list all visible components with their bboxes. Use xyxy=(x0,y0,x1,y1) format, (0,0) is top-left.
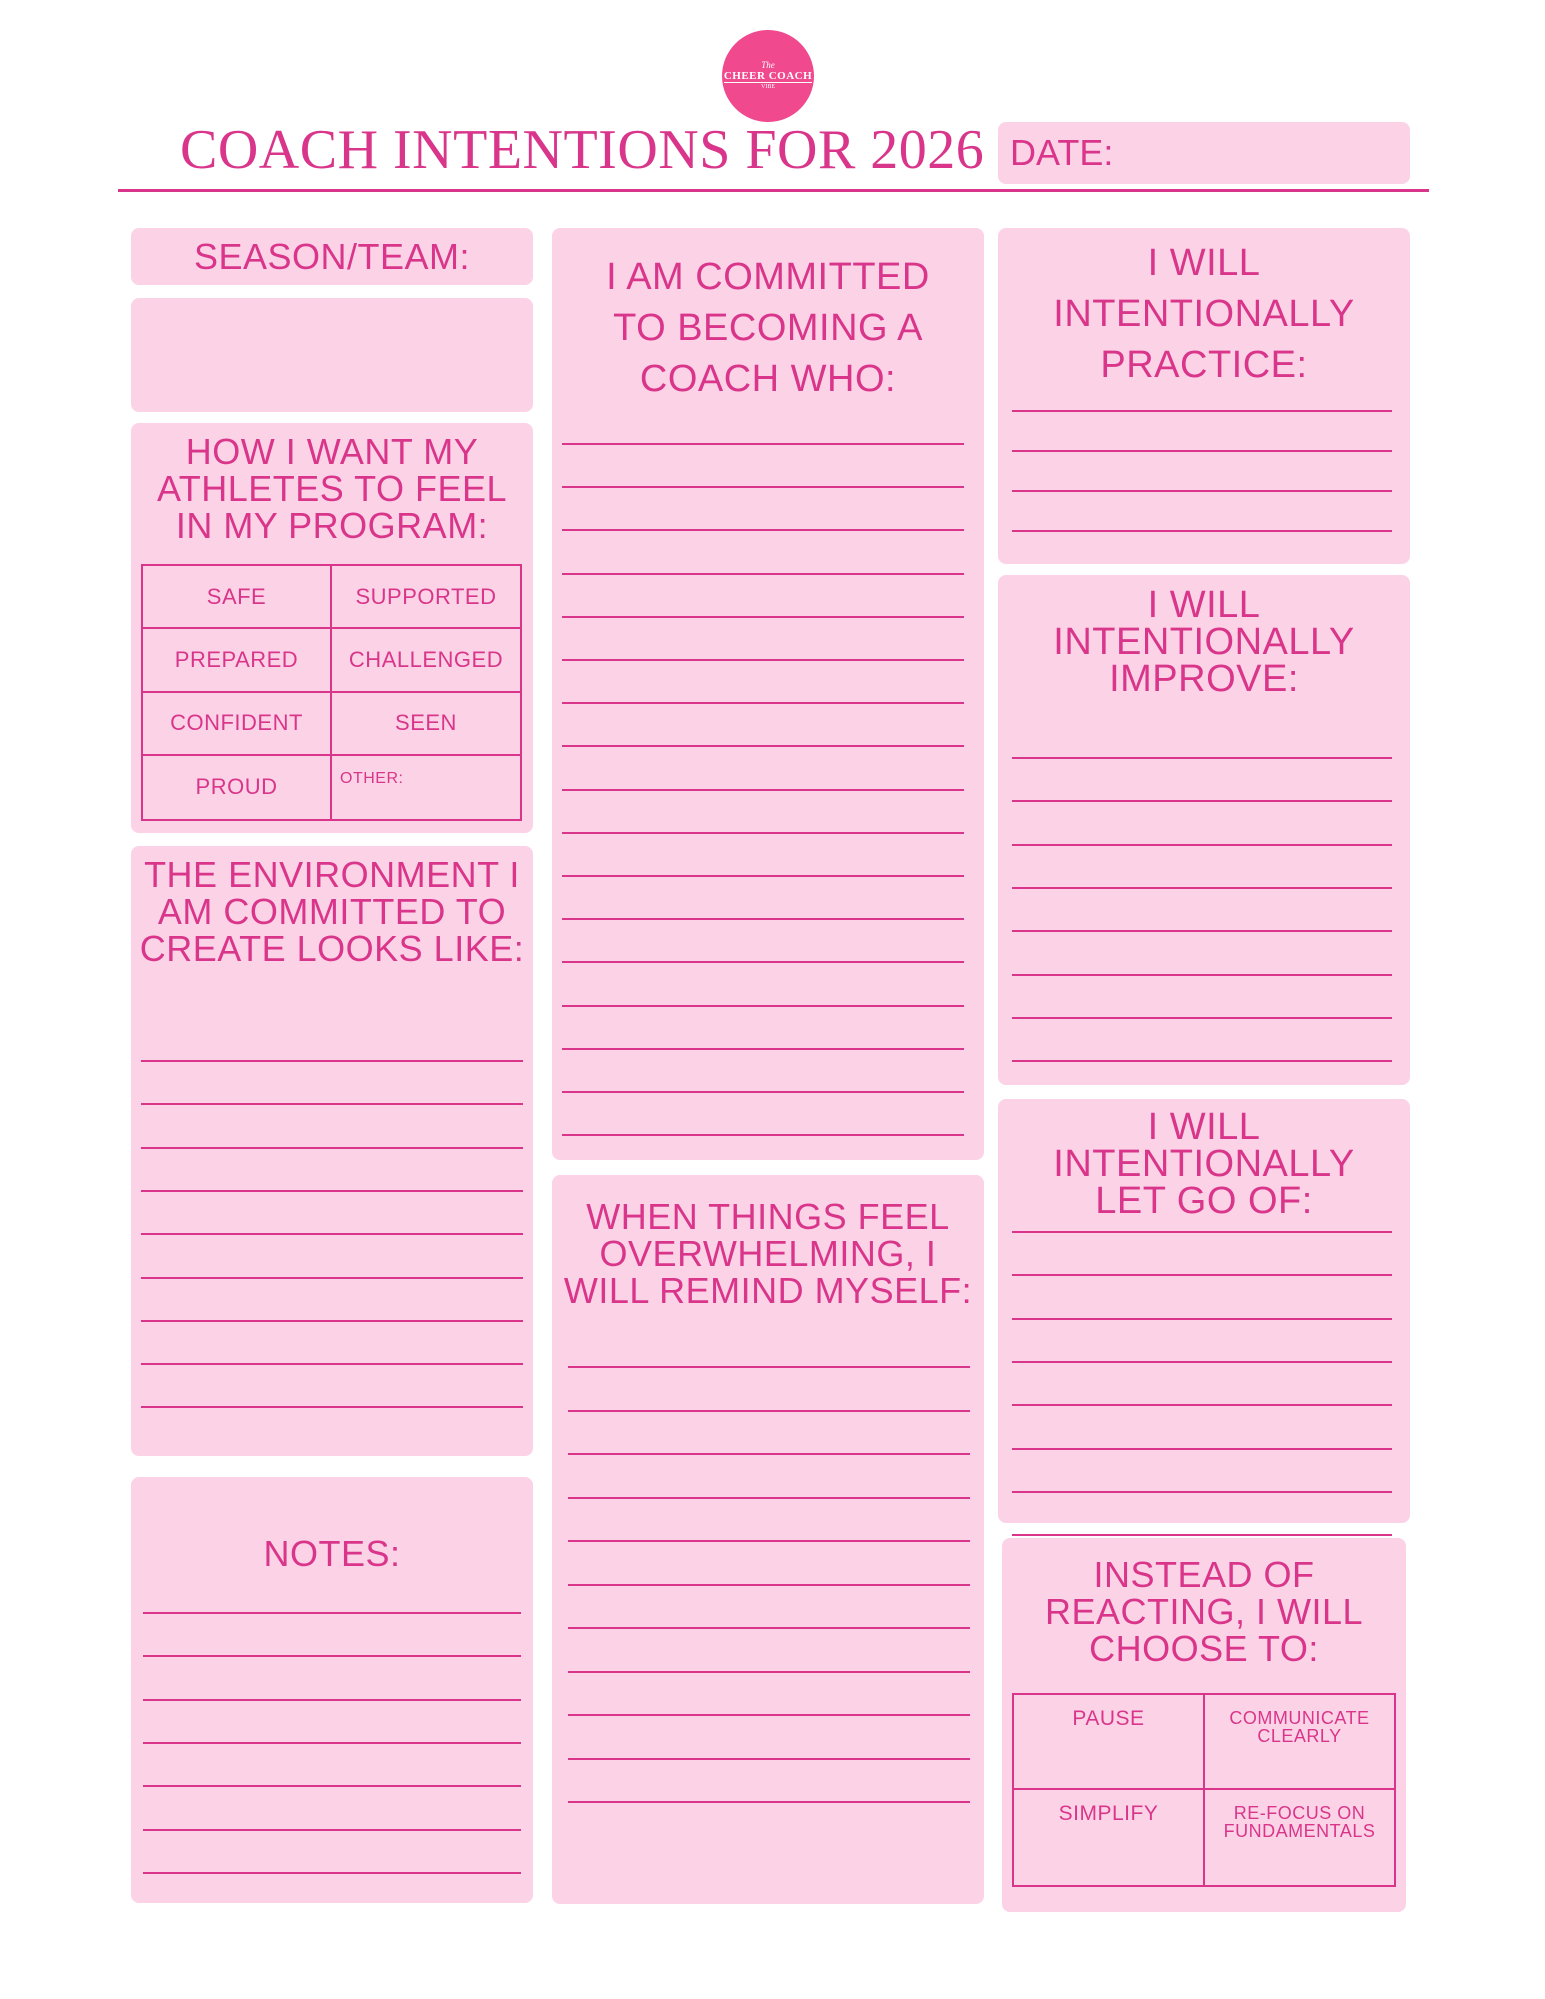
writing-line[interactable] xyxy=(568,1671,970,1673)
writing-line[interactable] xyxy=(1012,887,1392,889)
feel-option-proud[interactable]: PROUD xyxy=(143,756,332,819)
season-team-label: SEASON/TEAM: xyxy=(193,235,471,277)
feel-option-safe[interactable]: SAFE xyxy=(143,566,332,629)
writing-line[interactable] xyxy=(562,1091,964,1093)
writing-line[interactable] xyxy=(143,1785,521,1787)
writing-line[interactable] xyxy=(1012,974,1392,976)
feel-option-other[interactable]: OTHER: xyxy=(340,769,404,787)
writing-line[interactable] xyxy=(562,573,964,575)
choose-option-refocus[interactable]: RE-FOCUS ON FUNDAMENTALS xyxy=(1223,1803,1376,1841)
writing-line[interactable] xyxy=(1012,800,1392,802)
writing-line[interactable] xyxy=(143,1699,521,1701)
writing-line[interactable] xyxy=(143,1742,521,1744)
writing-line[interactable] xyxy=(141,1147,523,1149)
header-divider xyxy=(118,189,1429,192)
writing-line[interactable] xyxy=(141,1277,523,1279)
choose-options-grid xyxy=(1012,1693,1396,1887)
writing-line[interactable] xyxy=(562,1048,964,1050)
feel-options-grid xyxy=(141,564,522,821)
writing-line[interactable] xyxy=(141,1406,523,1408)
writing-line[interactable] xyxy=(562,1005,964,1007)
writing-line[interactable] xyxy=(1012,1491,1392,1493)
feel-option-prepared[interactable]: PREPARED xyxy=(143,629,332,692)
writing-line[interactable] xyxy=(141,1233,523,1235)
writing-line[interactable] xyxy=(1012,490,1392,492)
writing-line[interactable] xyxy=(1012,450,1392,452)
choose-section xyxy=(1002,1538,1406,1912)
writing-line[interactable] xyxy=(568,1453,970,1455)
writing-line[interactable] xyxy=(141,1190,523,1192)
writing-line[interactable] xyxy=(562,443,964,445)
writing-line[interactable] xyxy=(1012,757,1392,759)
writing-line[interactable] xyxy=(562,961,964,963)
cheer-coach-logo xyxy=(722,30,814,122)
page-title: COACH INTENTIONS FOR 2026 xyxy=(180,119,985,181)
choose-option-simplify[interactable]: SIMPLIFY xyxy=(1014,1790,1205,1885)
writing-line[interactable] xyxy=(1012,1017,1392,1019)
writing-line[interactable] xyxy=(568,1366,970,1368)
season-team-label-box xyxy=(131,228,533,285)
writing-line[interactable] xyxy=(562,659,964,661)
committed-section xyxy=(552,228,984,1160)
let-go-heading: I WILL INTENTIONALLY LET GO OF: xyxy=(1053,1106,1355,1222)
writing-line[interactable] xyxy=(1012,844,1392,846)
writing-line[interactable] xyxy=(1012,1274,1392,1276)
writing-line[interactable] xyxy=(562,529,964,531)
season-team-input[interactable] xyxy=(131,298,533,412)
choose-heading: INSTEAD OF REACTING, I WILL CHOOSE TO: xyxy=(1044,1554,1364,1669)
writing-line[interactable] xyxy=(562,616,964,618)
writing-line[interactable] xyxy=(568,1410,970,1412)
writing-line[interactable] xyxy=(568,1497,970,1499)
writing-line[interactable] xyxy=(568,1801,970,1803)
writing-line[interactable] xyxy=(1012,1060,1392,1062)
improve-section xyxy=(998,575,1410,1085)
writing-line[interactable] xyxy=(562,745,964,747)
writing-line[interactable] xyxy=(143,1872,521,1874)
writing-line[interactable] xyxy=(141,1363,523,1365)
writing-line[interactable] xyxy=(562,1134,964,1136)
writing-line[interactable] xyxy=(1012,1404,1392,1406)
writing-line[interactable] xyxy=(1012,410,1392,412)
writing-line[interactable] xyxy=(562,918,964,920)
writing-line[interactable] xyxy=(141,1103,523,1105)
feel-option-confident[interactable]: CONFIDENT xyxy=(143,693,332,756)
committed-heading: I AM COMMITTED TO BECOMING A COACH WHO: xyxy=(606,256,930,400)
writing-line[interactable] xyxy=(141,1060,523,1062)
writing-line[interactable] xyxy=(562,832,964,834)
writing-line[interactable] xyxy=(141,1320,523,1322)
writing-line[interactable] xyxy=(143,1612,521,1614)
environment-section xyxy=(131,846,533,1456)
writing-line[interactable] xyxy=(568,1714,970,1716)
notes-heading: NOTES: xyxy=(263,1533,401,1574)
writing-line[interactable] xyxy=(1012,530,1392,532)
date-field[interactable] xyxy=(998,122,1410,184)
writing-line[interactable] xyxy=(568,1758,970,1760)
date-label: DATE: xyxy=(1010,132,1114,173)
writing-line[interactable] xyxy=(143,1829,521,1831)
choose-option-communicate[interactable]: COMMUNICATE CLEARLY xyxy=(1205,1695,1394,1790)
feel-option-supported[interactable]: SUPPORTED xyxy=(332,566,520,629)
overwhelming-section xyxy=(552,1175,984,1904)
writing-line[interactable] xyxy=(568,1540,970,1542)
improve-heading: I WILL INTENTIONALLY IMPROVE: xyxy=(1053,584,1355,700)
athletes-feel-section xyxy=(131,423,533,833)
practice-section xyxy=(998,228,1410,564)
environment-heading: THE ENVIRONMENT I AM COMMITTED TO CREATE LOOKS LIKE: xyxy=(139,854,525,969)
writing-line[interactable] xyxy=(1012,1318,1392,1320)
writing-line[interactable] xyxy=(562,486,964,488)
feel-option-seen[interactable]: SEEN xyxy=(332,693,520,756)
writing-line[interactable] xyxy=(1012,1231,1392,1233)
logo-line-2: CHEER COACH xyxy=(723,70,813,82)
writing-line[interactable] xyxy=(143,1655,521,1657)
writing-line[interactable] xyxy=(562,875,964,877)
logo-line-1: The xyxy=(761,60,775,70)
athletes-feel-heading: HOW I WANT MY ATHLETES TO FEEL IN MY PROGRAM: xyxy=(156,431,508,546)
notes-section xyxy=(131,1477,533,1903)
writing-line[interactable] xyxy=(568,1627,970,1629)
logo-line-3: VIBE xyxy=(761,84,775,90)
writing-line[interactable] xyxy=(562,702,964,704)
writing-line[interactable] xyxy=(1012,1534,1392,1536)
practice-heading: I WILL INTENTIONALLY PRACTICE: xyxy=(1053,242,1355,386)
writing-line[interactable] xyxy=(568,1584,970,1586)
writing-line[interactable] xyxy=(1012,1448,1392,1450)
writing-line[interactable] xyxy=(1012,1361,1392,1363)
choose-option-pause[interactable]: PAUSE xyxy=(1014,1695,1205,1790)
writing-line[interactable] xyxy=(1012,930,1392,932)
writing-line[interactable] xyxy=(562,789,964,791)
let-go-section xyxy=(998,1099,1410,1523)
overwhelming-heading: WHEN THINGS FEEL OVERWHELMING, I WILL REMIND MYSELF: xyxy=(563,1196,973,1311)
feel-option-challenged[interactable]: CHALLENGED xyxy=(332,629,520,692)
